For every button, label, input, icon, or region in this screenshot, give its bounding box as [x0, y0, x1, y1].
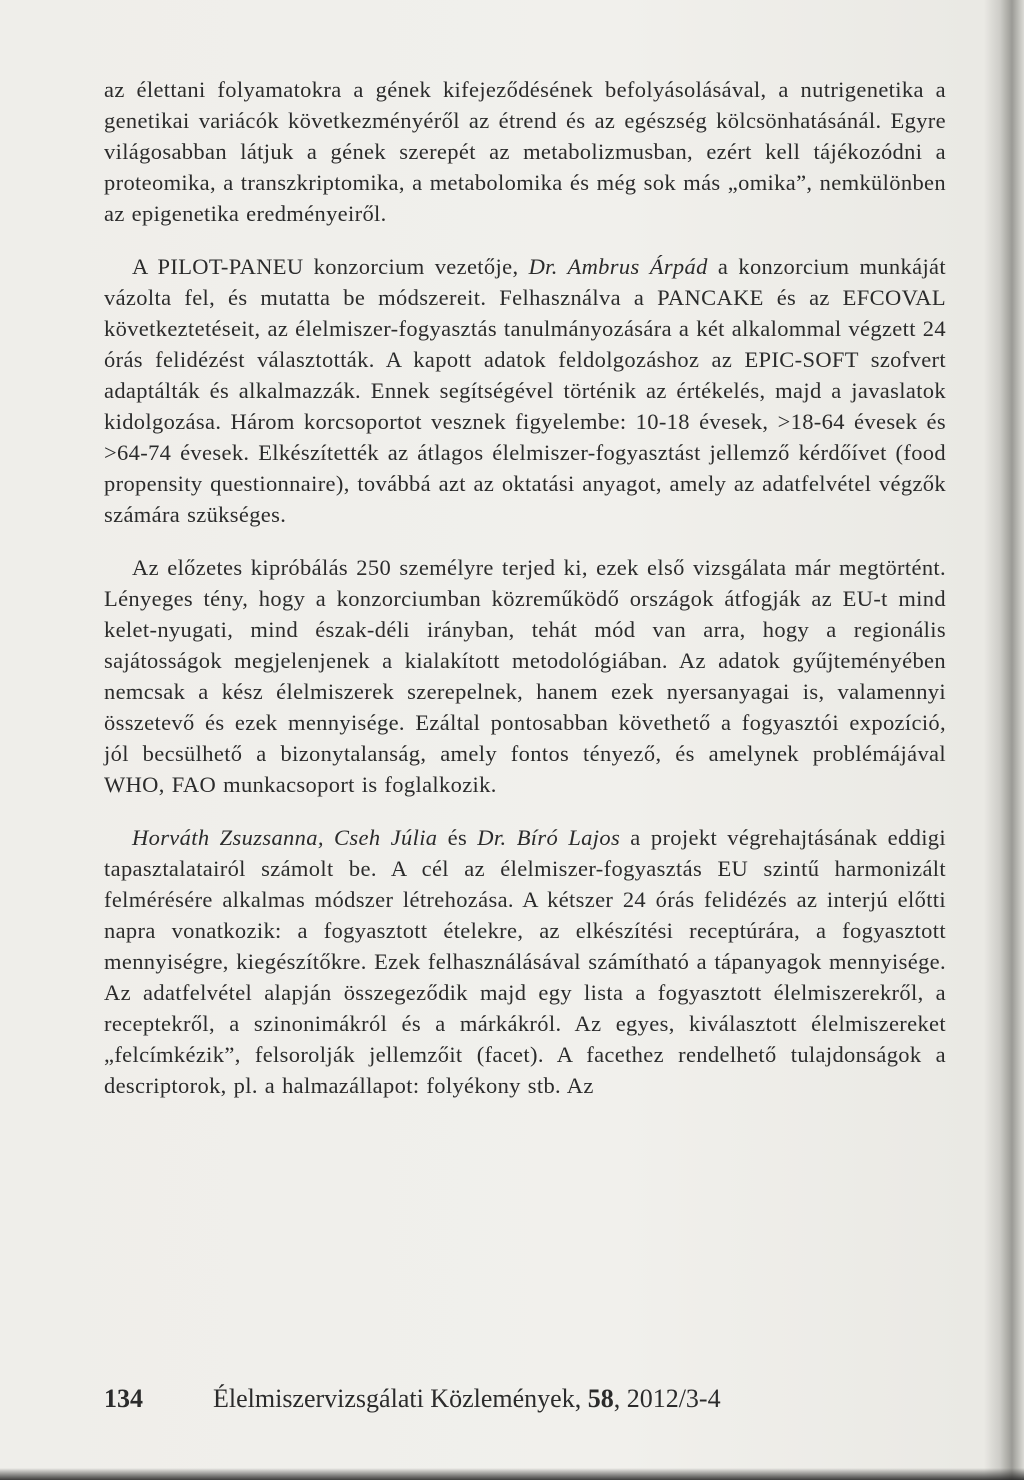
paragraph-2-lead: A PILOT-PANEU konzorcium vezetője,: [132, 254, 529, 279]
paragraph-4-text: a projekt végrehajtásának eddigi tapasztalatairól számolt be. A cél az élelmiszer-fogyasztás EU szintű harmonizált felmérésére alkalmas módszer létrehozása. A kétszer 24 órás felidézés az interjú előtti napra vonatkozik: a fogyasztott ételekre, az elkészítési receptúrára, a fogyasztott mennyiségre, kiegészítőkre. Ezek felhasználásával számítható a tápanyagok mennyisége. Az adatfelvétel alapján összegeződik majd egy lista a fogyasztott élelmiszerekről, a receptekről, a szinonimákról és a márkákról. Az egyes, kiválasztott élelmiszereket „felcímkézik”, felsorolják jellemzőit (facet). A facethez rendelhető tulajdonságok a descriptorok, pl. a halmazállapot: folyékony stb. Az: [104, 825, 946, 1098]
paragraph-2: [104, 251, 946, 530]
paragraph-4: [104, 822, 946, 1101]
journal-issue: , 2012/3-4: [613, 1384, 721, 1413]
paragraph-3: [104, 552, 946, 800]
person-names-horvath-cseh: Horváth Zsuzsanna, Cseh Júlia: [132, 825, 438, 850]
page-bottom-edge: [0, 1468, 1024, 1480]
journal-volume: 58: [587, 1384, 614, 1413]
page-footer: [104, 1382, 946, 1416]
paragraph-4-conjunction: és: [437, 825, 478, 850]
paragraph-2-text: a konzorcium munkáját vázolta fel, és mutatta be módszereit. Felhasználva a PANCAKE és az EFCOVAL következtetéseit, az élelmiszer-fogyasztás tanulmányozására a két alkalommal végzett 24 órás felidézést választották. A kapott adatok feldolgozáshoz az EPIC-SOFT szofvert adaptálták és alkalmazzák. Ennek segítségével történik az értékelés, majd a javaslatok kidolgozása. Három korcsoportot vesznek figyelembe: 10-18 évesek, >18-64 évesek és >64-74 évesek. Elkészítették az átlagos élelmiszer-fogyasztást jellemző kérdőívet (food propensity questionnaire), továbbá azt az oktatási anyagot, amely az adatfelvétel végzők számára szükséges.: [104, 254, 947, 527]
person-name-ambrus: Dr. Ambrus Árpád: [528, 254, 708, 279]
paragraph-1-text: az élettani folyamatokra a gének kifejeződésének befolyásolásával, a nutrigenetika a genetikai variácók következményéről az étrend és az egészség kölcsönhatásánál. Egyre világosabban látjuk a gének szerepét az metabolizmusban, ezért kell tájékozódni a proteomika, a transzkriptomika, a metabolomika és még sok más „omika”, nemkülönben az epigenetika eredményeiről.: [104, 77, 946, 226]
page-number: 134: [104, 1384, 143, 1413]
paragraph-3-text: Az előzetes kipróbálás 250 személyre terjed ki, ezek első vizsgálata már megtörtént. Lényeges tény, hogy a konzorciumban közreműködő országok átfogják az EU-t mind kelet-nyugati, mind észak-déli irányban, tehát mód van arra, hogy a regionális sajátosságok megjelenjenek a kialakított metodológiában. Az adatok gyűjteményében nemcsak a kész élelmiszerek szerepelnek, hanem ezek nyersanyagai is, valamennyi összetevő és ezek mennyisége. Ezáltal pontosabban követhető a fogyasztói expozíció, jól becsülhető a bizonytalanság, amely fontos tényező, és amelynek problémájával WHO, FAO munkacsoport is foglalkozik.: [104, 555, 946, 797]
article-body: [104, 74, 946, 1101]
book-spine-shadow: [984, 0, 1024, 1480]
person-name-biro: Dr. Bíró Lajos: [477, 825, 621, 850]
journal-title: Élelmiszervizsgálati Közlemények,: [213, 1384, 588, 1413]
paragraph-1: [104, 74, 946, 229]
